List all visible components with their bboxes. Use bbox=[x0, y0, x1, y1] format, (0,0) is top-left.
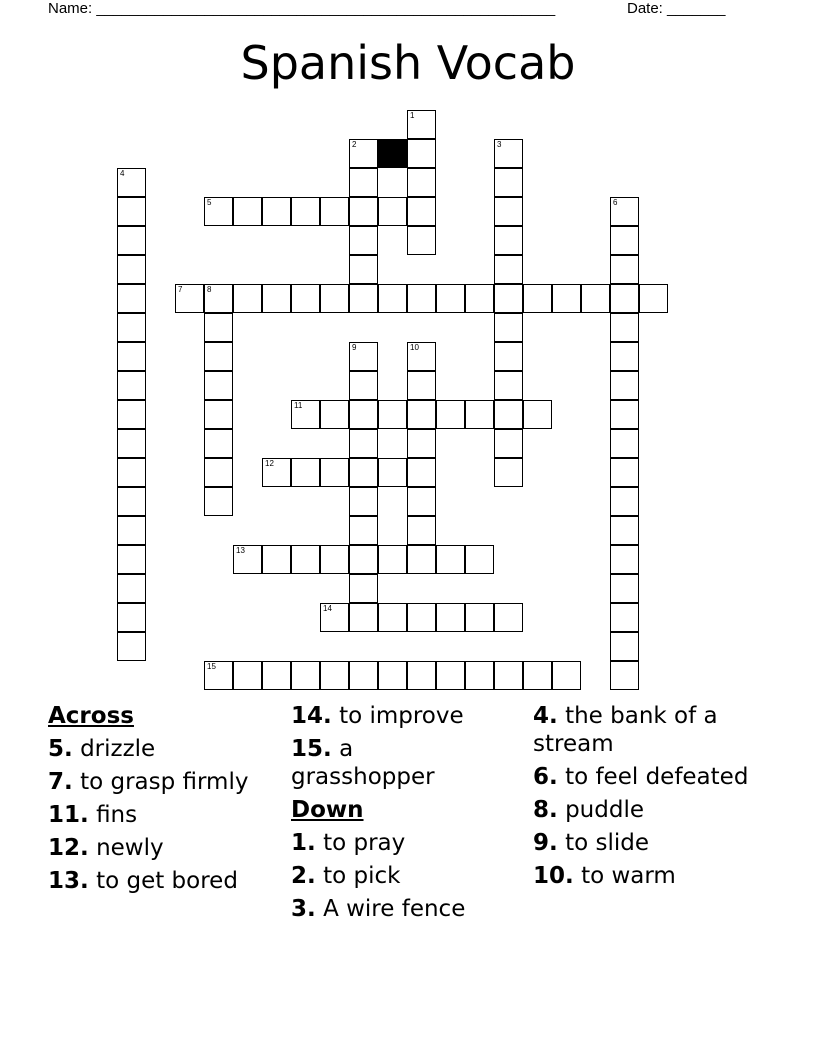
grid-cell[interactable] bbox=[610, 226, 639, 255]
grid-cell[interactable] bbox=[523, 284, 552, 313]
grid-cell[interactable] bbox=[378, 661, 407, 690]
grid-cell[interactable] bbox=[349, 139, 378, 168]
grid-cell[interactable] bbox=[407, 603, 436, 632]
clue-across-5: 5. drizzle bbox=[48, 736, 156, 762]
grid-cell[interactable] bbox=[407, 458, 436, 487]
grid-cell[interactable] bbox=[407, 342, 436, 371]
grid-cell[interactable] bbox=[117, 197, 146, 226]
grid-cell[interactable] bbox=[291, 545, 320, 574]
grid-cell[interactable] bbox=[349, 545, 378, 574]
grid-cell[interactable] bbox=[494, 255, 523, 284]
grid-cell[interactable] bbox=[465, 400, 494, 429]
clue-number: 12 bbox=[265, 459, 274, 468]
grid-cell[interactable] bbox=[204, 487, 233, 516]
grid-cell[interactable] bbox=[407, 110, 436, 139]
clue-across-12: 12. newly bbox=[48, 835, 164, 861]
grid-cell[interactable] bbox=[204, 429, 233, 458]
grid-cell[interactable] bbox=[436, 603, 465, 632]
grid-cell[interactable] bbox=[610, 371, 639, 400]
grid-cell[interactable] bbox=[349, 603, 378, 632]
grid-cell[interactable] bbox=[262, 661, 291, 690]
grid-cell[interactable] bbox=[494, 197, 523, 226]
grid-cell[interactable] bbox=[407, 516, 436, 545]
grid-cell[interactable] bbox=[494, 661, 523, 690]
grid-cell[interactable] bbox=[349, 516, 378, 545]
grid-cell[interactable] bbox=[320, 603, 349, 632]
clue-column-2 bbox=[291, 702, 523, 928]
grid-cell[interactable] bbox=[349, 429, 378, 458]
grid-cell[interactable] bbox=[494, 342, 523, 371]
grid-cell[interactable] bbox=[407, 139, 436, 168]
grid-cell[interactable] bbox=[610, 574, 639, 603]
grid-cell[interactable] bbox=[349, 197, 378, 226]
clue-across-11: 11. fins bbox=[48, 802, 138, 828]
grid-cell[interactable] bbox=[117, 516, 146, 545]
clue-down-4: 4. the bank of a stream bbox=[533, 703, 718, 757]
grid-cell[interactable] bbox=[407, 168, 436, 197]
page-title: Spanish Vocab bbox=[240, 36, 576, 90]
grid-cell[interactable] bbox=[117, 574, 146, 603]
across-heading: Across bbox=[48, 703, 134, 729]
grid-cell[interactable] bbox=[320, 661, 349, 690]
grid-cell[interactable] bbox=[610, 255, 639, 284]
grid-cell[interactable] bbox=[204, 661, 233, 690]
grid-cell[interactable] bbox=[494, 603, 523, 632]
down-heading: Down bbox=[291, 797, 364, 823]
grid-cell[interactable] bbox=[349, 284, 378, 313]
grid-cell[interactable] bbox=[117, 487, 146, 516]
grid-cell[interactable] bbox=[407, 429, 436, 458]
grid-cell[interactable] bbox=[552, 284, 581, 313]
grid-cell[interactable] bbox=[465, 284, 494, 313]
grid-cell[interactable] bbox=[117, 342, 146, 371]
grid-cell[interactable] bbox=[407, 400, 436, 429]
clue-number: 14 bbox=[323, 604, 332, 613]
grid-cell[interactable] bbox=[494, 313, 523, 342]
grid-cell[interactable] bbox=[117, 545, 146, 574]
grid-cell[interactable] bbox=[465, 603, 494, 632]
grid-cell[interactable] bbox=[407, 487, 436, 516]
clue-down-10: 10. to warm bbox=[533, 863, 676, 889]
grid-cell[interactable] bbox=[320, 284, 349, 313]
grid-cell[interactable] bbox=[117, 371, 146, 400]
clue-down-1: 1. to pray bbox=[291, 830, 406, 856]
grid-cell[interactable] bbox=[494, 458, 523, 487]
grid-cell[interactable] bbox=[291, 197, 320, 226]
clue-number: 10 bbox=[410, 343, 419, 352]
grid-cell[interactable] bbox=[349, 371, 378, 400]
grid-cell[interactable] bbox=[494, 139, 523, 168]
grid-cell[interactable] bbox=[465, 545, 494, 574]
grid-cell[interactable] bbox=[117, 284, 146, 313]
grid-cell[interactable] bbox=[436, 545, 465, 574]
name-field[interactable]: Name: _______________________________________________________ bbox=[48, 0, 556, 17]
grid-cell[interactable] bbox=[320, 458, 349, 487]
clue-down-2: 2. to pick bbox=[291, 863, 401, 889]
clue-down-8: 8. puddle bbox=[533, 797, 644, 823]
grid-cell[interactable] bbox=[494, 429, 523, 458]
grid-cell[interactable] bbox=[436, 661, 465, 690]
grid-cell[interactable] bbox=[233, 661, 262, 690]
clue-number: 3 bbox=[497, 140, 502, 149]
grid-cell[interactable] bbox=[117, 458, 146, 487]
clue-number: 1 bbox=[410, 111, 415, 120]
grid-cell[interactable] bbox=[320, 197, 349, 226]
grid-cell[interactable] bbox=[117, 313, 146, 342]
grid-cell[interactable] bbox=[233, 284, 262, 313]
grid-cell[interactable] bbox=[465, 661, 494, 690]
grid-cell[interactable] bbox=[436, 400, 465, 429]
grid-cell[interactable] bbox=[204, 197, 233, 226]
grid-cell[interactable] bbox=[349, 661, 378, 690]
grid-cell[interactable] bbox=[204, 400, 233, 429]
grid-cell[interactable] bbox=[291, 284, 320, 313]
grid-cell[interactable] bbox=[233, 197, 262, 226]
grid-cell[interactable] bbox=[204, 458, 233, 487]
grid-cell[interactable] bbox=[117, 632, 146, 661]
grid-cell[interactable] bbox=[639, 284, 668, 313]
grid-cell[interactable] bbox=[610, 661, 639, 690]
grid-cell[interactable] bbox=[349, 168, 378, 197]
date-field[interactable]: Date: _______ bbox=[627, 0, 726, 17]
grid-cell[interactable] bbox=[436, 284, 465, 313]
grid-cell[interactable] bbox=[378, 545, 407, 574]
clue-number: 4 bbox=[120, 169, 125, 178]
grid-cell[interactable] bbox=[117, 168, 146, 197]
grid-cell[interactable] bbox=[349, 342, 378, 371]
grid-cell[interactable] bbox=[204, 284, 233, 313]
grid-cell[interactable] bbox=[117, 255, 146, 284]
grid-cell[interactable] bbox=[407, 284, 436, 313]
clue-number: 9 bbox=[352, 343, 357, 352]
grid-cell[interactable] bbox=[610, 400, 639, 429]
clue-number: 13 bbox=[236, 546, 245, 555]
clue-down-6: 6. to feel defeated bbox=[533, 764, 749, 790]
grid-cell[interactable] bbox=[610, 342, 639, 371]
grid-cell[interactable] bbox=[291, 400, 320, 429]
grid-cell[interactable] bbox=[494, 400, 523, 429]
grid-cell[interactable] bbox=[610, 487, 639, 516]
grid-cell[interactable] bbox=[407, 545, 436, 574]
grid-cell[interactable] bbox=[204, 342, 233, 371]
grid-cell[interactable] bbox=[523, 661, 552, 690]
clue-across-14: 14. to improve bbox=[291, 703, 464, 729]
grid-cell[interactable] bbox=[378, 603, 407, 632]
grid-cell[interactable] bbox=[320, 545, 349, 574]
clue-down-3: 3. A wire fence bbox=[291, 896, 466, 922]
clue-across-15: 15. a grasshopper bbox=[291, 736, 435, 790]
clue-number: 7 bbox=[178, 285, 183, 294]
clue-number: 6 bbox=[613, 198, 618, 207]
grid-cell[interactable] bbox=[581, 284, 610, 313]
grid-cell[interactable] bbox=[610, 284, 639, 313]
grid-cell[interactable] bbox=[175, 284, 204, 313]
grid-cell[interactable] bbox=[407, 197, 436, 226]
grid-cell[interactable] bbox=[117, 400, 146, 429]
grid-cell[interactable] bbox=[349, 487, 378, 516]
grid-cell[interactable] bbox=[320, 400, 349, 429]
grid-cell[interactable] bbox=[291, 661, 320, 690]
grid-cell[interactable] bbox=[610, 545, 639, 574]
grid-cell[interactable] bbox=[552, 661, 581, 690]
clue-column-1 bbox=[48, 702, 280, 900]
grid-cell[interactable] bbox=[349, 458, 378, 487]
grid-cell[interactable] bbox=[523, 400, 552, 429]
grid-cell[interactable] bbox=[494, 371, 523, 400]
clue-number: 8 bbox=[207, 285, 212, 294]
grid-cell[interactable] bbox=[610, 603, 639, 632]
grid-cell[interactable] bbox=[291, 458, 320, 487]
grid-cell[interactable] bbox=[610, 458, 639, 487]
grid-cell[interactable] bbox=[610, 429, 639, 458]
grid-cell[interactable] bbox=[349, 400, 378, 429]
grid-cell[interactable] bbox=[407, 226, 436, 255]
grid-cell[interactable] bbox=[378, 400, 407, 429]
clue-column-3 bbox=[533, 702, 765, 895]
grid-cell[interactable] bbox=[349, 574, 378, 603]
grid-cell[interactable] bbox=[378, 458, 407, 487]
grid-cell[interactable] bbox=[262, 545, 291, 574]
clue-down-9: 9. to slide bbox=[533, 830, 649, 856]
grid-cell[interactable] bbox=[378, 284, 407, 313]
grid-cell[interactable] bbox=[262, 458, 291, 487]
grid-cell[interactable] bbox=[204, 371, 233, 400]
grid-cell[interactable] bbox=[407, 371, 436, 400]
grid-cell[interactable] bbox=[204, 313, 233, 342]
grid-cell[interactable] bbox=[494, 168, 523, 197]
grid-cell[interactable] bbox=[494, 284, 523, 313]
grid-cell[interactable] bbox=[610, 197, 639, 226]
grid-cell[interactable] bbox=[349, 226, 378, 255]
grid-cell[interactable] bbox=[117, 429, 146, 458]
grid-cell[interactable] bbox=[233, 545, 262, 574]
grid-cell[interactable] bbox=[407, 661, 436, 690]
clue-number: 5 bbox=[207, 198, 212, 207]
clue-across-13: 13. to get bored bbox=[48, 868, 238, 894]
grid-cell[interactable] bbox=[349, 255, 378, 284]
clue-number: 2 bbox=[352, 140, 357, 149]
grid-cell[interactable] bbox=[610, 632, 639, 661]
grid-cell[interactable] bbox=[262, 197, 291, 226]
grid-cell[interactable] bbox=[262, 284, 291, 313]
black-square bbox=[378, 139, 407, 168]
clue-across-7: 7. to grasp firmly bbox=[48, 769, 249, 795]
grid-cell[interactable] bbox=[117, 226, 146, 255]
grid-cell[interactable] bbox=[610, 516, 639, 545]
clue-number: 11 bbox=[294, 401, 303, 410]
grid-cell[interactable] bbox=[494, 226, 523, 255]
grid-cell[interactable] bbox=[378, 197, 407, 226]
grid-cell[interactable] bbox=[117, 603, 146, 632]
grid-cell[interactable] bbox=[610, 313, 639, 342]
clue-number: 15 bbox=[207, 662, 216, 671]
